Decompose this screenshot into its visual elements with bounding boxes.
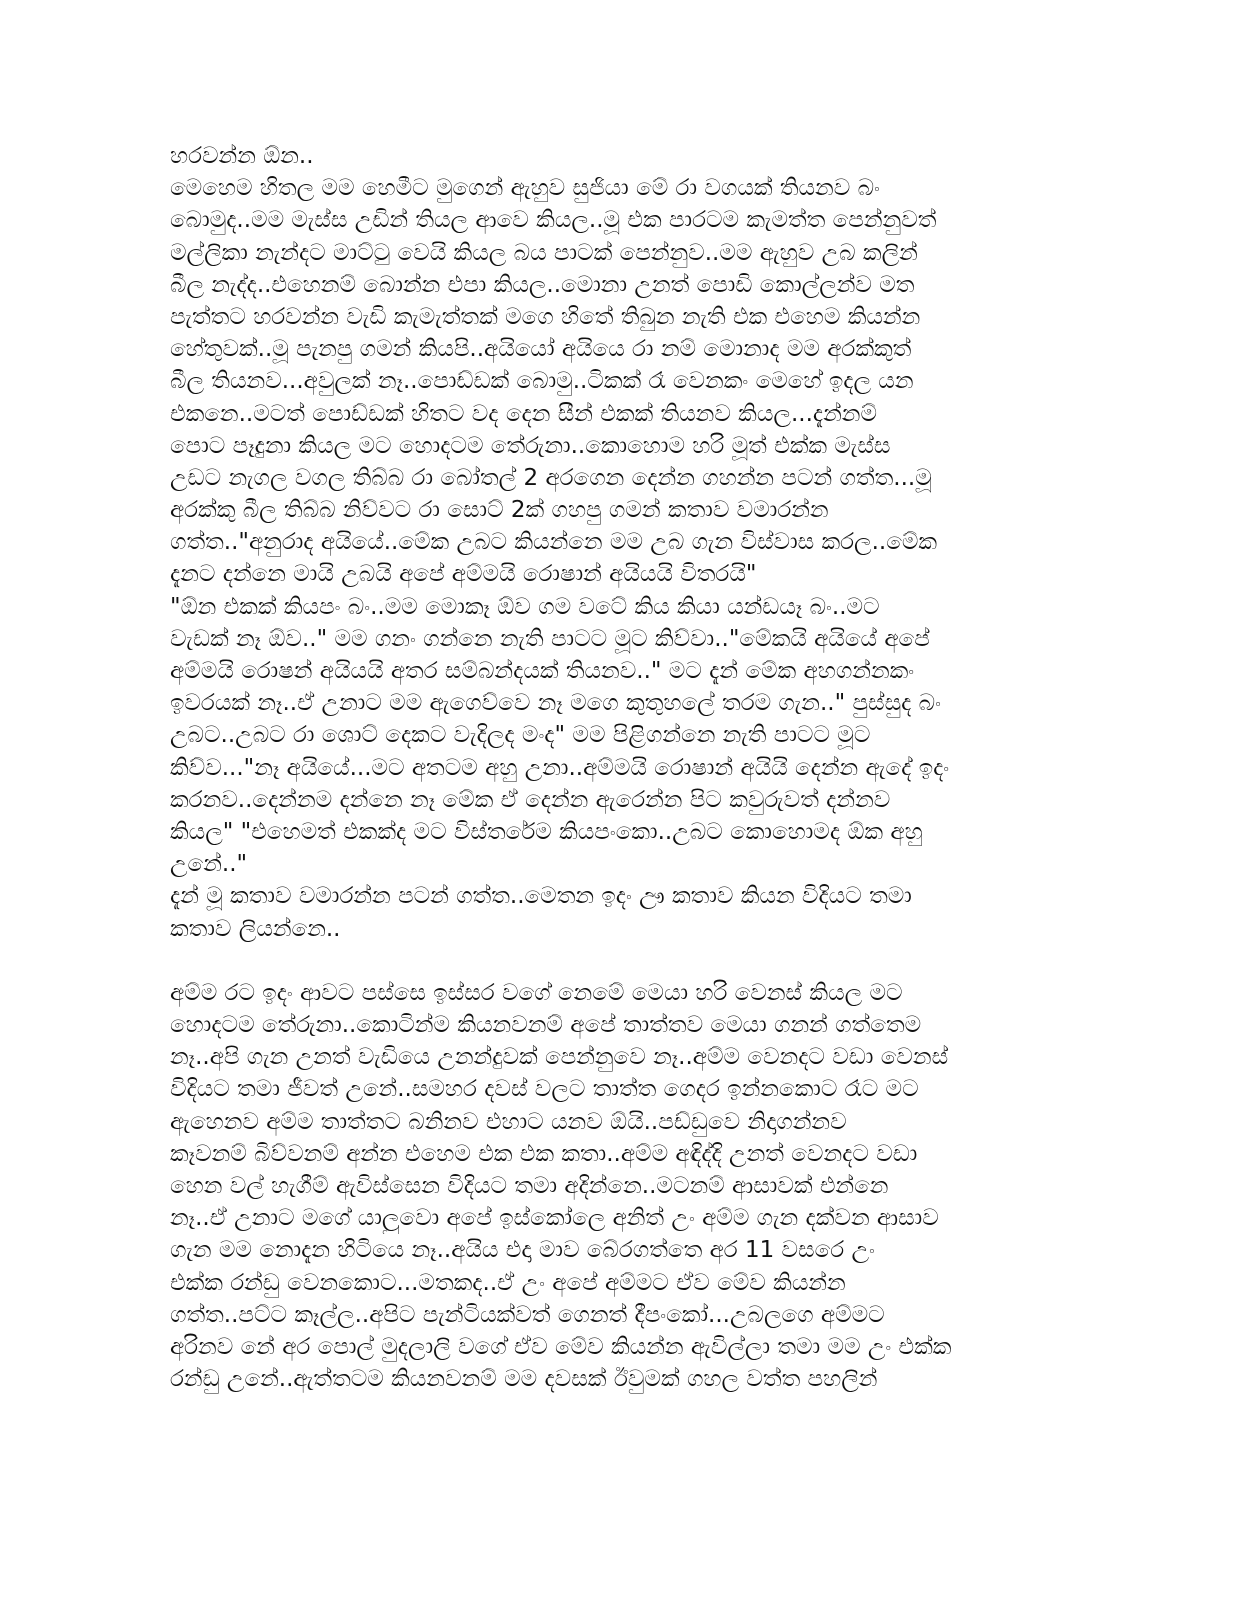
text-line: ගත්ත..පට්ට කෑල්ල..අපිට පැන්ටියක්වත් ගෙනත් දීපංකෝ...උබලගෙ අම්මට — [170, 1301, 885, 1328]
text-line: කරනව..දෙන්නම දන්නෙ නෑ මේක ඒ දෙන්න ඇරෙන්න පිට කවුරුවත් දන්නව — [170, 786, 891, 813]
text-line: අරක්කු බීල තිබ්බ නිව්වට රා සොට් 2ක් ගහපු ගමන් කතාව වමාරන්න — [170, 497, 829, 524]
text-line: බීල නැද්ද..එහෙනම් බොන්න එපා කියල..මොනා උනත් පොඩි කොල්ලන්ව මත — [170, 271, 915, 298]
text-line: පොට පෑදුනා කියල මට හොදටම තේරුනා..කොහොම හරි මූත් එක්ක මැස්ස — [170, 432, 891, 459]
text-line: පැත්තට හරවන්න වැඩි කැමැත්තක් මගෙ හිතේ තිබුන නැති එක එහෙම කියන්න — [170, 303, 921, 330]
text-line: දැන් මූ කතාව වමාරන්න පටන් ගත්ත..මෙතන ඉදං ඌ කතාව කියන විදියට තමා — [170, 883, 912, 910]
text-line: කතාව ලියන්නෙ.. — [170, 915, 341, 942]
text-line: නෑ..ඒ උනාට මගේ යාලුවො අපේ ඉස්කෝලෙ අනිත් උං අම්ම ගැන දක්වන ආසාව — [170, 1205, 939, 1232]
text-line: බීල තියනව...අවුලක් නෑ..පොඩ්ඩක් බොමු..ටිකක් රෑ වෙනකං මෙහේ ඉදල යන — [170, 368, 914, 395]
text-line: මෙහෙම හිතල මම හෙමීට මුගෙන් ඇහුව සුජියා මේ රා වගයක් තියනව බං — [170, 175, 880, 202]
text-line: මල්ලිකා නැන්දට මාට්ටු වෙයි කියල බය පාටක් පෙන්නුව..මම ඇහුව උබ කලින් — [170, 239, 918, 266]
text-line: බොමුද..මම මැස්ස උඩින් තියල ආවෙ කියල..මූ එක පාරටම කැමත්ත පෙන්නුවත් — [170, 207, 937, 234]
paragraph-break — [170, 945, 1070, 977]
text-line: අම්ම රට ඉදං ආවට පස්සෙ ඉස්සර වගේ නෙමේ මෙයා හරි වෙනස් කියල මට — [170, 979, 903, 1006]
text-line: හොදටම තේරුනා..කොටින්ම කියනවනම් අපේ තාත්තව මෙයා ගනන් ගත්තෙම — [170, 1012, 922, 1039]
text-line: නෑ..අපි ගැන උනත් වැඩියෙ උනන්දුවක් පෙන්නුවෙ නෑ..අම්ම වෙනදට වඩා වෙනස් — [170, 1044, 949, 1071]
text-line: උනේ.." — [170, 851, 248, 878]
text-line: එක්ක රන්ඩු වෙනකොට...මතකද..ඒ උං අපේ අම්මට ඒව මේව කියන්න — [170, 1269, 846, 1296]
text-line: වැඩක් නෑ ඕව.." මම ගනං ගන්නෙ නැති පාටට මූට කිව්වා.."මේකයි අයියේ අපේ — [170, 625, 930, 652]
text-line: දැනට දන්නෙ මායි උබයි අපේ අම්මයි රොෂාන් අයියයි විතරයි" — [170, 561, 757, 588]
text-line: අරිනව නේ අර පොල් මුදලාලි වගේ ඒව මේව කියන්න ඇවිල්ලා තමා මම උං එක්ක — [170, 1333, 952, 1360]
text-line: ගත්ත.."අනුරාද අයියේ..මේක උබට කියන්නෙ මම උබ ගැන විස්වාස කරල..මේක — [170, 529, 938, 556]
text-line: හෙන වල් හැගීම් ඇවිස්සෙන විදියට තමා අදින්නෙ..මටනම් ආසාවක් එන්නෙ — [170, 1173, 889, 1199]
text-line: ගැන මම නොදැන හිටියෙ නෑ..අයිය එදා මාව බේරගත්තෙ අර 11 වසරෙ උං — [170, 1237, 875, 1264]
text-line: කිව්ව..."නෑ අයියේ...මට අතටම අහු උනා..අම්මයි රොෂාන් අයියි දෙන්න ඇදේ ඉදං — [170, 754, 950, 781]
text-line: එකනෙ..මටත් පොඩ්ඩක් හිතට වද දෙන සීන් එකක් තියනව කියල...දැන්නම් — [170, 400, 877, 427]
text-line: විදියට තමා ජීවත් උනේ..සමහර දවස් වලට තාත්ත ගෙදර ඉන්නකොට රෑට මට — [170, 1076, 919, 1103]
text-line: කියල" "එහෙමත් එකක්ද මට විස්තරේම කියපංකො..උබට කොහොමද ඕක අහු — [170, 818, 923, 845]
story-text — [170, 140, 1070, 1395]
text-line: උඩට නැගල වගල තිබ්බ රා බෝතල් 2 අරගෙන දෙන්න ගහන්න පටන් ගත්ත...මූ — [170, 464, 932, 491]
text-line: හරවන්න ඕන.. — [170, 143, 314, 169]
text-line: "ඕන එකක් කියපං බං..මම මොකෑ ඕව ගම වටේ කිය කියා යන්ඩයෑ බං..මට — [170, 593, 880, 620]
text-line: ඇහෙනව අම්ම තාත්තට බනිනව එහාට යනව ඕයි..පඩ්ඩුවෙ නිදාගන්නව — [170, 1108, 847, 1135]
text-line: අම්මයි රොෂන් අයියයි අතර සම්බන්දයක් තියනව.." මට දැන් මේක අහගන්නකං — [170, 658, 915, 684]
text-line: රන්ඩු උනේ..ඇත්තටම කියනවනම් මම දවසක් ඊවුමක් ගහල වත්ත පහලින් — [170, 1366, 878, 1393]
text-line: කෑවනම් බිව්වනම් අන්න එහෙම එක එක කතා..අම්ම අඳිද්දි උනත් වෙනදට වඩා — [170, 1140, 918, 1167]
text-line: හේතුවක්..මූ පැනපු ගමන් කියපි..අයියෝ අයියෙ රා නම් මොනාද මම අරක්කුත් — [170, 336, 912, 363]
text-line: ඉවරයක් නෑ..ඒ උනාට මම ඇගෙව්වෙ නෑ මගෙ කුතුහලේ තරම ගැන.." පුස්සුද බං — [170, 690, 941, 717]
text-line: උබට..උබට රා ශොට් දෙකට වැදිලද මංද" මම පිළිගන්නෙ නැති පාටට මූට — [170, 722, 871, 749]
